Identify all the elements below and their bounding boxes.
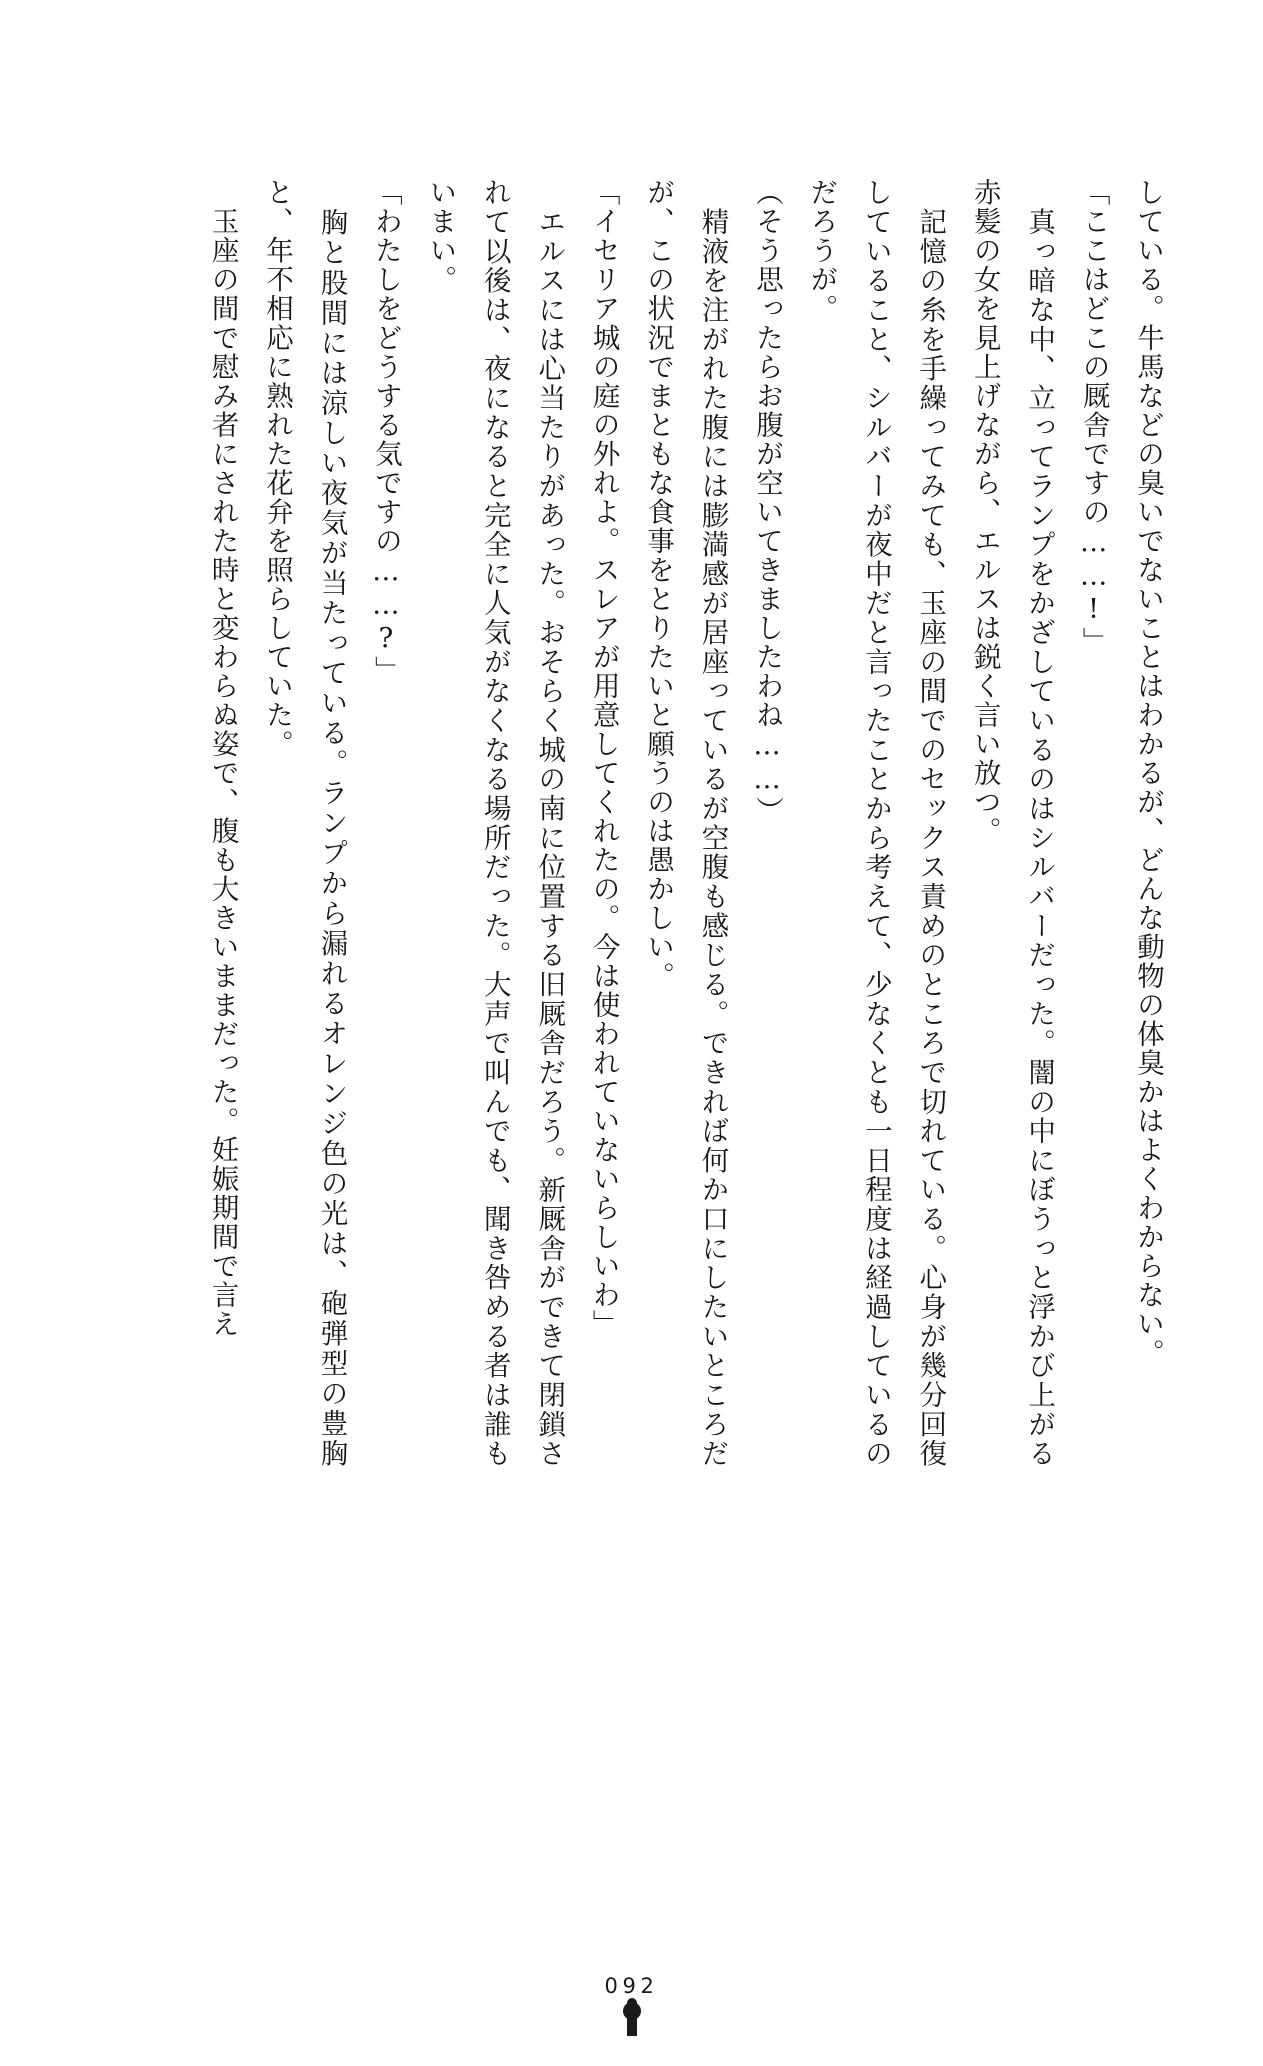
body-paragraph: している。牛馬などの臭いでないことはわかるが、どんな動物の体臭かはよくわからない。 [1132, 178, 1164, 1368]
page-body-text [206, 178, 1175, 1468]
body-paragraph: 真っ暗な中、立ってランプをかざしているのはシルバーだった。闇の中にぼうっと浮かび上がる赤髪の女を見上げながら、エルスは鋭く言い放つ。 [968, 178, 1056, 1468]
body-paragraph: エルスには心当たりがあった。おそらく城の南に位置する旧厩舎だろう。新厩舎ができて閉鎖されて以後は、夜になると完全に人気がなくなる場所だった。大声で叫んでも、聞き咎める者は誰もいまい。 [424, 178, 566, 1468]
body-paragraph: 玉座の間で慰み者にされた時と変わらぬ姿で、腹も大きいままだった。妊娠期間で言え [206, 178, 239, 1339]
body-paragraph: 精液を注がれた腹には膨満感が居座っているが空腹も感じる。できれば何か口にしたいところだが、この状況でまともな食事をとりたいと願うのは愚かしい。 [642, 178, 729, 1468]
body-paragraph: 胸と股間には涼しい夜気が当たっている。ランプから漏れるオレンジ色の光は、砲弾型の豊胸と、年不相応に熟れた花弁を照らしていた。 [261, 178, 348, 1468]
body-paragraph: 「わたしをどうする気ですの……?」 [369, 178, 402, 685]
body-paragraph: 「イセリア城の庭の外れよ。スレアが用意してくれたの。今は使われていないらしいわ」 [587, 178, 620, 1339]
body-paragraph: 記憶の糸を手繰ってみても、玉座の間でのセックス責めのところで切れている。心身が幾分回復していること、シルバーが夜中だと言ったことから考えて、少なくとも一日程度は経過しているのだろうが。 [805, 178, 947, 1468]
body-paragraph: （そう思ったらお腹が空いてきましたわね……） [750, 178, 783, 826]
page-number: 092 [604, 1974, 659, 1998]
folio-bar-ornament [627, 1998, 637, 2036]
body-paragraph: 「ここはどこの厩舎ですの……!」 [1077, 178, 1110, 656]
